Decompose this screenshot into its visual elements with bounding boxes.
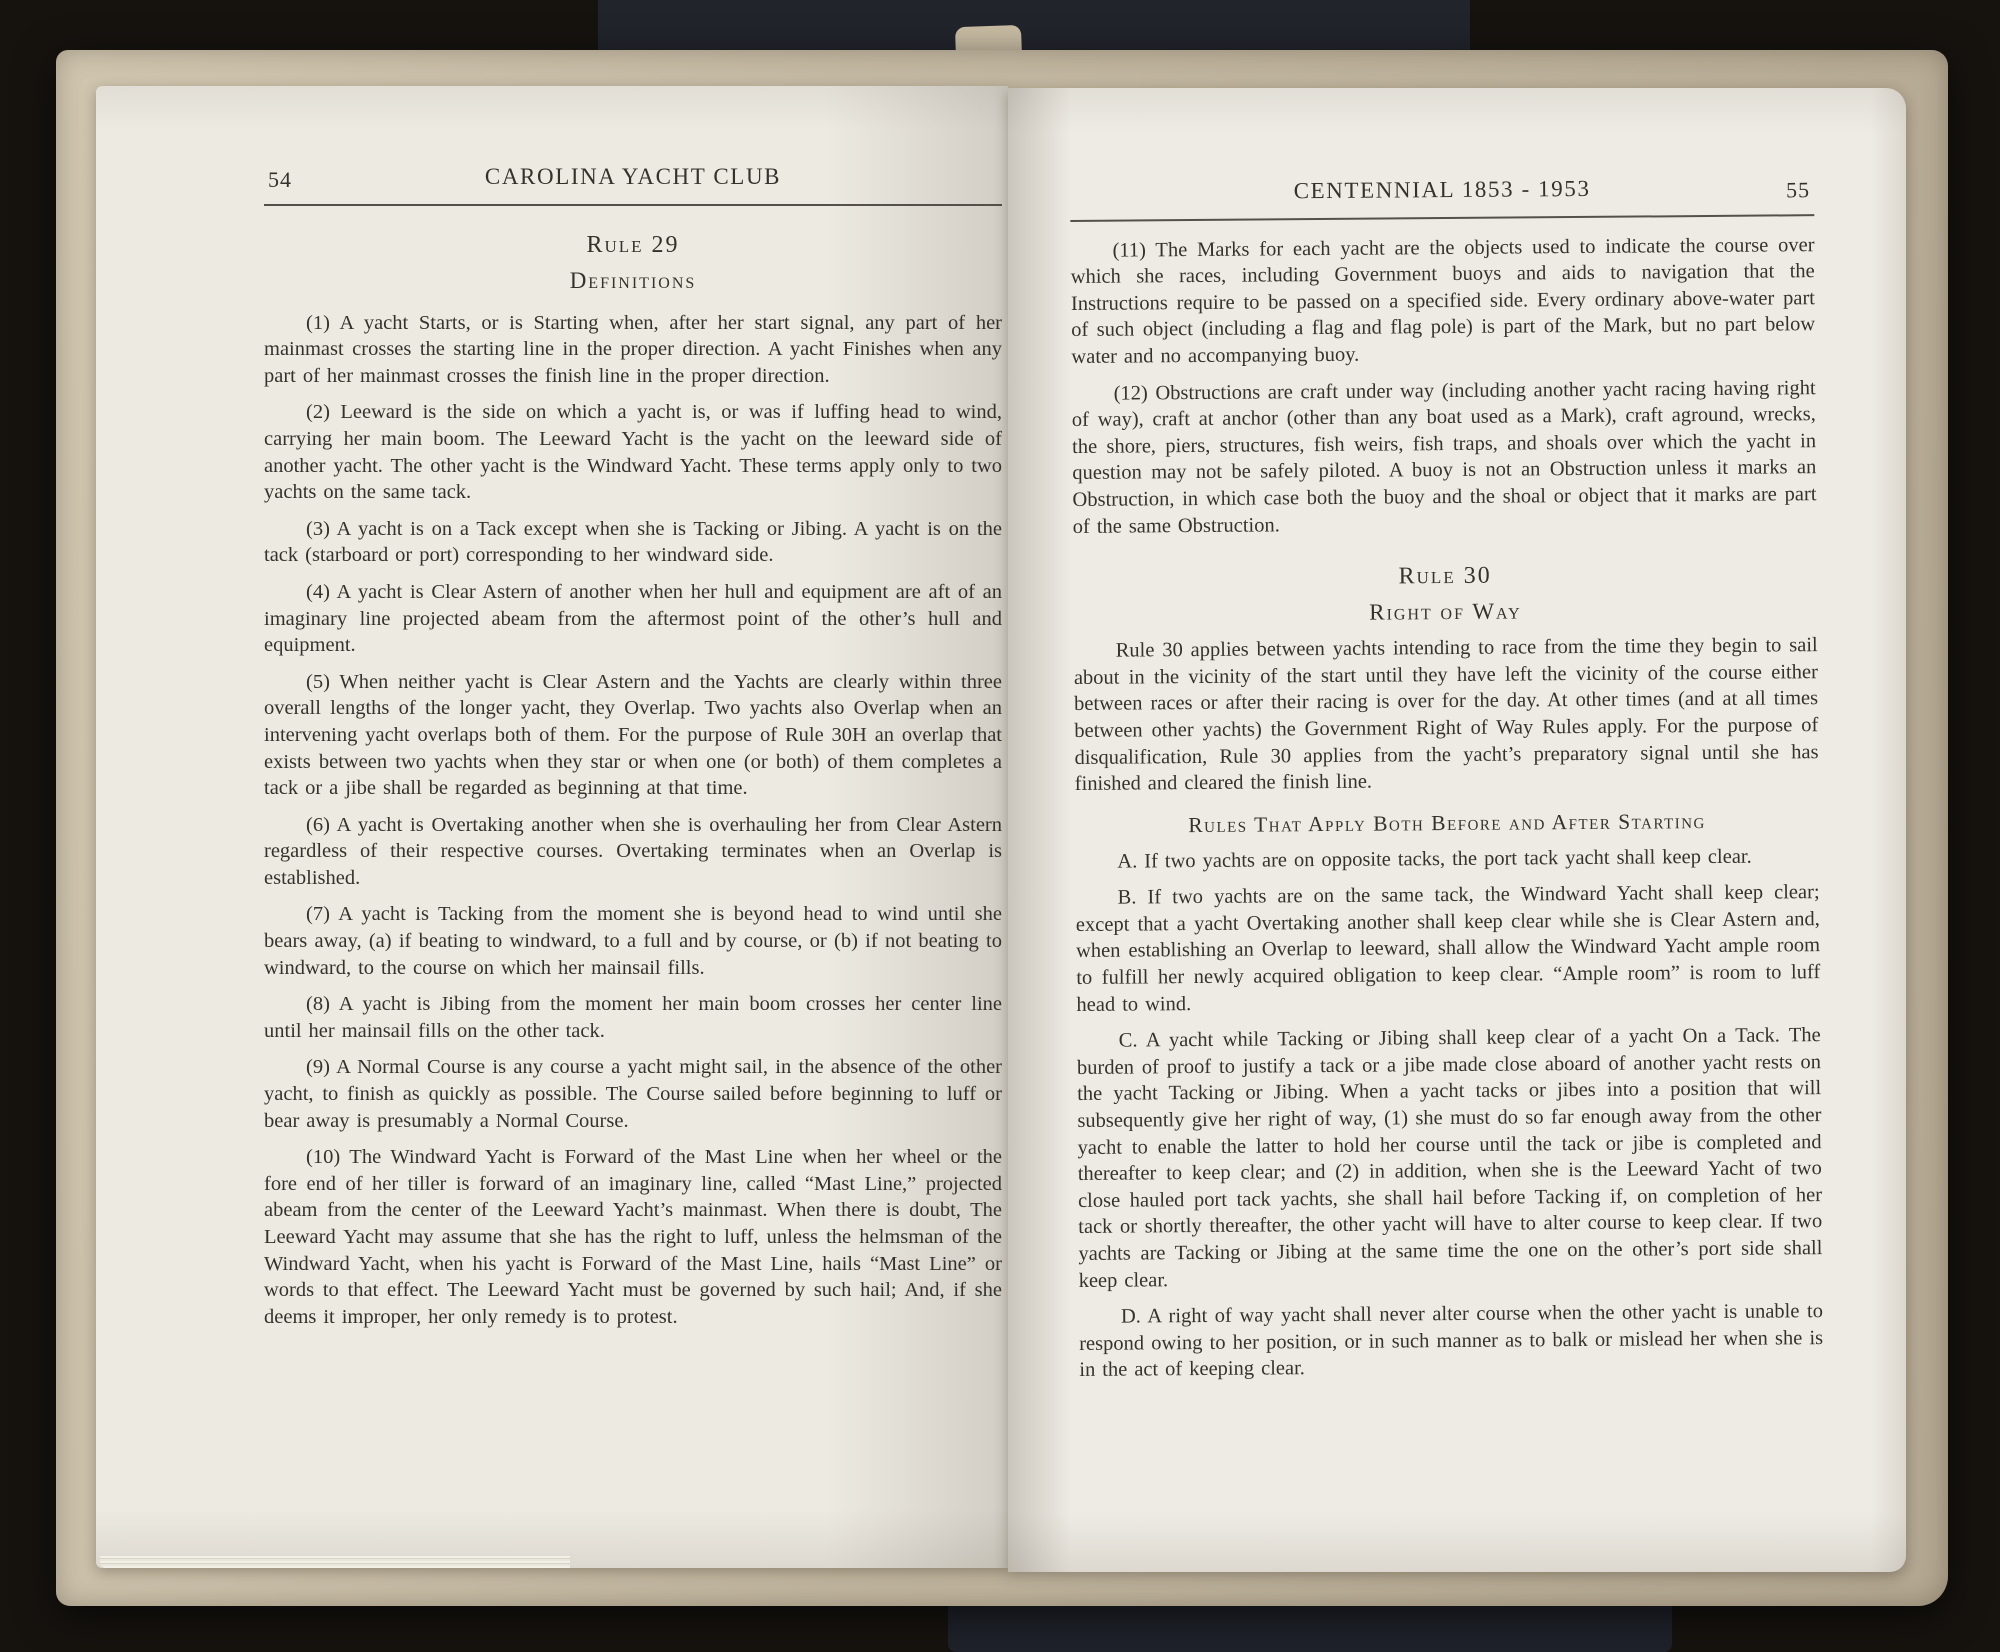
rules-before-after-starting-heading: Rules That Apply Both Before and After Starting: [1188, 808, 1706, 837]
left-page: [96, 86, 1008, 1568]
definition-paragraph-8: (8) A yacht is Jibing from the moment her main boom crosses her center line until her mainsail fills on the other tack.: [264, 993, 1002, 1042]
page-edges-bottom: [100, 1556, 570, 1568]
left-running-head-row: [264, 164, 1002, 198]
right-running-head-row: [1070, 174, 1814, 214]
rule-paragraph-c: C. A yacht while Tacking or Jibing shall keep clear of a yacht On a Tack. The burden of proof to justify a tack or a jibe made close aboard of another yacht rests on the yacht Tacking or Jibing. When a yacht tacks or jibes into a position that will subsequently give her right of way, (1) she must do so far enough away from the other yacht to enable the latter to hold her course until the tack or jibe is completed and thereafter to keep clear; and (2) in addition, when she is the Leeward Yacht of two close hauled port tack yachts, she shall hail before Tacking if, on completion of her tack or shortly thereafter, the other yacht will have to alter course to keep clear. If two yachts are Tacking or Jibing at the same time the one on the other’s port side shall keep clear.: [1076, 1024, 1823, 1292]
definition-paragraph-2: (2) Leeward is the side on which a yacht is, or was if luffing head to wind, carrying her main boom. The Leeward Yacht is the yacht on the leeward side of another yacht. The other yacht is the Windward Yacht. These terms apply only to two yachts on the same tack.: [264, 401, 1002, 504]
left-page-text-block: [264, 164, 1002, 1330]
definition-paragraph-5: (5) When neither yacht is Clear Astern and the Yachts are clearly within three overall lengths of the longer yacht, they Overlap. Two yachts also Overlap when an intervening yacht overlaps both of them. For the purpose of Rule 30H an overlap that exists between two yachts when they star or when one (or both) of them completes a tack or a jibe shall be regarded as beginning at that time.: [264, 670, 1002, 800]
rule-paragraph-b: B. If two yachts are on the same tack, the Windward Yacht shall keep clear; except that a yacht Overtaking another shall keep clear while she is Clear Astern and, when establishing an Overlap to leeward, shall allow the Windward Yacht ample room to fulfill her newly acquired obligation to keep clear. “Ample room” is room to luff head to wind.: [1075, 881, 1821, 1016]
definition-paragraph-12: (12) Obstructions are craft under way (including another yacht racing having right of way), craft at anchor (other than any boat used as a Mark), craft aground, wrecks, the shore, piers, structures, fish weirs, fish traps, and shoals over which the yacht in question may not be safely piloted. A buoy is not an Obstruction unless it marks an Obstruction, in which case both the buoy and the shoal or object that it marks are part of the same Obstruction.: [1071, 376, 1817, 538]
definition-paragraph-11: (11) The Marks for each yacht are the objects used to indicate the course over which she races, including Government buoys and aids to navigation that the Instructions require to be passed on a specified side. Every ordinary above-water part of such object (including a flag and flag pole) is part of the Mark, but no part below water and no accompanying buoy.: [1070, 233, 1816, 368]
definition-paragraph-10: (10) The Windward Yacht is Forward of the Mast Line when her wheel or the fore end of her tiller is forward of an imaginary line, called “Mast Line,” projected abeam from the center of the Leeward Yacht’s mainmast. When there is doubt, The Leeward Yacht may assume that she has the right to luff, unless the helmsman of the Windward Yacht, when his yacht is Forward of the Mast Line, hails “Mast Line” or words to that effect. The Leeward Yacht must be governed by such hail; And, if she deems it improper, her only remedy is to protest.: [264, 1146, 1002, 1328]
header-rule-right: [1070, 214, 1814, 221]
page-number-right: 55: [1786, 177, 1811, 203]
running-header-right: CENTENNIAL 1853 - 1953: [1293, 175, 1591, 204]
rule-29-title: Rule 29: [586, 231, 680, 258]
header-rule-left: [264, 204, 1002, 206]
page-edges-left: [96, 94, 168, 1556]
definition-paragraph-1: (1) A yacht Starts, or is Starting when, after her start signal, any part of her mainmast crosses the starting line in the proper direction. A yacht Finishes when any part of her mainmast crosses the finish line in the proper direction.: [264, 311, 1002, 387]
right-page-text-block: [1070, 174, 1823, 1384]
definition-paragraph-4: (4) A yacht is Clear Astern of another when her hull and equipment are aft of an imaginary line projected abeam from the aftermost point of the other’s hull and equipment.: [264, 580, 1002, 657]
rule-paragraph-a: A. If two yachts are on opposite tacks, the port tack yacht shall keep clear.: [1117, 845, 1752, 873]
running-header-left: CAROLINA YACHT CLUB: [484, 164, 782, 189]
page-number-left: 54: [268, 167, 292, 192]
rule-paragraph-d: D. A right of way yacht shall never alter course when the other yacht is unable to respond owing to her position, or in such manner as to balk or mislead her when she is in the act of keeping clear.: [1079, 1300, 1824, 1382]
rule-29-subtitle: Definitions: [569, 267, 697, 293]
definition-paragraph-3: (3) A yacht is on a Tack except when she is Tacking or Jibing. A yacht is on the tack (starboard or port) corresponding to her windward side.: [264, 517, 1002, 567]
right-page: [1008, 88, 1906, 1572]
rule-30-subtitle: Right of Way: [1369, 598, 1522, 625]
definition-paragraph-7: (7) A yacht is Tacking from the moment she is beyond head to wind until she bears away, (a) if beating to windward, to a full and by course, or (b) if not beating to windward, to the course on which her mainsail fills.: [264, 903, 1002, 979]
rule-30-title: Rule 30: [1398, 562, 1492, 590]
definition-paragraph-9: (9) A Normal Course is any course a yacht might sail, in the absence of the other yacht, to finish as quickly as possible. The Course sailed before beginning to luff or bear away is presumably a Normal Course.: [264, 1056, 1002, 1132]
rule-30-intro: Rule 30 applies between yachts intending to race from the time they begin to sail about in the vicinity of the start until they have left the vicinity of the course either between races or after their racing is over for the day. At other times (and at all times between other yachts) the Government Right of Way Rules apply. For the purpose of disqualification, Rule 30 applies from the yacht’s preparatory signal until she has finished and cleared the finish line.: [1073, 634, 1819, 796]
definition-paragraph-6: (6) A yacht is Overtaking another when she is overhauling her from Clear Astern regardless of their respective courses. Overtaking terminates when an Overlap is established.: [264, 813, 1002, 889]
